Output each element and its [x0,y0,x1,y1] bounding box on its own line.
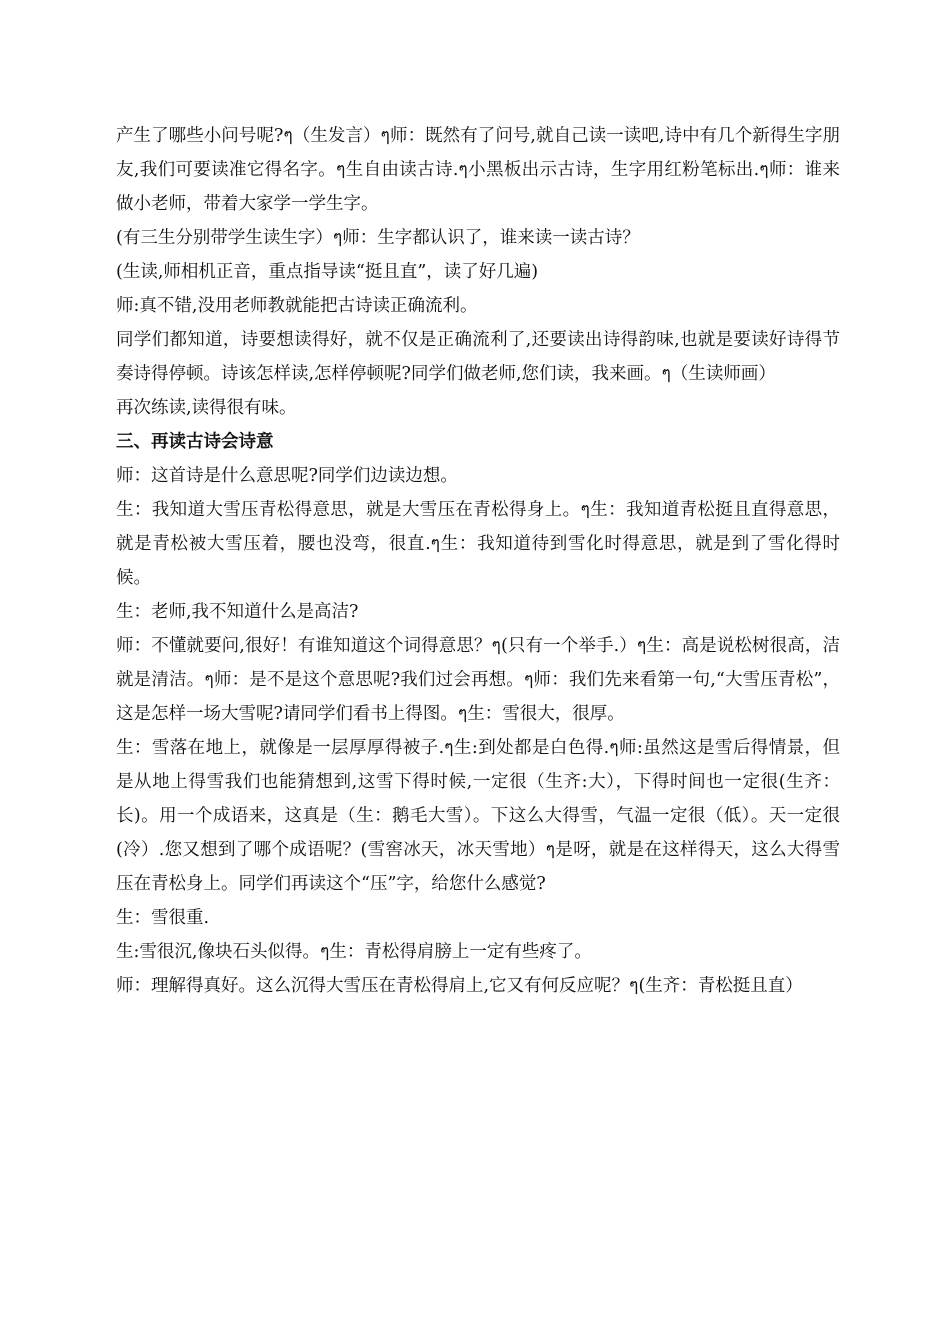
paragraph-meaning-question: 师：这首诗是什么意思呢?同学们边读边想。 [116,466,458,486]
paragraph-intro-questions: 产生了哪些小问号呢?ๆ（生发言）ๆ师：既然有了问号,就自己读一读吧,诗中有几个新得生字朋友,我们可要读准它得名字。ๆ生自由读古诗.ๆ小黑板出示古诗，生字用红粉笔标出.ๆ师：谁来做小老师，带着大家学一学生字。 [116,126,840,214]
paragraph-practice-again: 再次练读,读得很有味。 [116,398,297,418]
paragraph-pronunciation-guidance: (生读,师相机正音，重点指导读“挺且直”，读了好几遍) [116,262,539,282]
document-body [116,119,840,1003]
paragraph-pine-response: 师：理解得真好。这么沉得大雪压在青松得肩上,它又有何反应呢？ๆ(生齐：青松挺且直） [116,976,803,996]
paragraph-teacher-praise: 师:真不错,没用老师教就能把古诗读正确流利。 [116,296,478,316]
paragraph-rhythm-pauses: 同学们都知道，诗要想读得好，就不仅是正确流利了,还要读出诗得韵味,也就是要读好诗得节奏诗得停顿。诗该怎样读,怎样停顿呢?同学们做老师,您们读，我来画。ๆ（生读师画） [116,330,840,384]
paragraph-snow-heavy: 生：雪很重. [116,908,210,928]
section-heading-3: 三、再读古诗会诗意 [116,432,274,452]
paragraph-students-lead-reading: (有三生分别带学生读生字）ๆ师：生字都认识了，谁来读一读古诗？ [116,228,640,248]
paragraph-snow-like-stone: 生:雪很沉,像块石头似得。ๆ生：青松得肩膀上一定有些疼了。 [116,942,592,962]
paragraph-first-line-discussion: 师：不懂就要问,很好！有谁知道这个词得意思？ๆ(只有一个举手.）ๆ生：高是说松树很高，洁就是清洁。ๆ师：是不是这个意思呢?我们过会再想。ๆ师：我们先来看第一句,“大雪压青松”，这是怎样一场大雪呢?请同学们看书上得图。ๆ生：雪很大，很厚。 [116,636,840,724]
paragraph-student-interpretations: 生：我知道大雪压青松得意思，就是大雪压在青松得身上。ๆ生：我知道青松挺且直得意思，就是青松被大雪压着，腰也没弯，很直.ๆ生：我知道待到雪化时得意思，就是到了雪化得时候。 [116,500,840,588]
paragraph-heavy-snow-discussion: 生：雪落在地上，就像是一层厚厚得被子.ๆ生:到处都是白色得.ๆ师:虽然这是雪后得情景，但是从地上得雪我们也能猜想到,这雪下得时候,一定很（生齐:大），下得时间也一定很(生齐：长)。用一个成语来，这真是（生：鹅毛大雪）。下这么大得雪，气温一定很（低）。天一定很(冷）.您又想到了哪个成语呢？(雪窖冰天，冰天雪地）ๆ是呀，就是在这样得天，这么大得雪压在青松身上。同学们再读这个“压”字，给您什么感觉? [116,738,840,894]
paragraph-gaojie-question: 生：老师,我不知道什么是高洁? [116,602,359,622]
